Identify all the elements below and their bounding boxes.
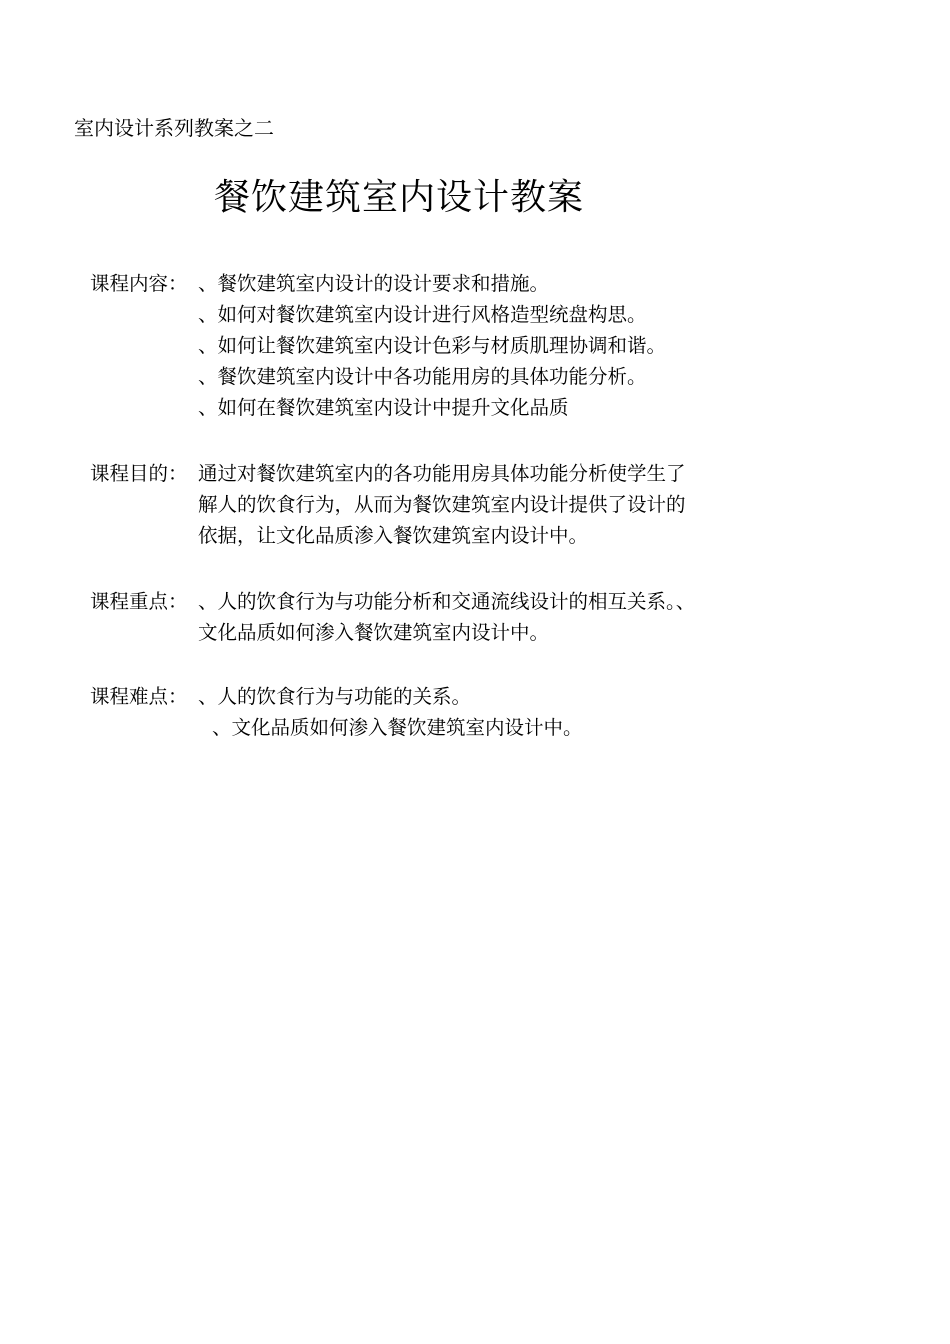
section-label: 课程难点： [90, 685, 188, 708]
list-item: 、如何让餐饮建筑室内设计色彩与材质肌理协调和谐。 [198, 334, 667, 357]
section-label: 课程目的： [90, 462, 188, 485]
page-title: 餐饮建筑室内设计教案 [214, 177, 585, 218]
section-lines [198, 268, 666, 423]
paragraph-line: 、人的饮食行为与功能分析和交通流线设计的相互关系。、 [198, 590, 696, 613]
section-label: 课程内容： [90, 272, 188, 295]
paragraph-line: 解人的饮食行为，从而为餐饮建筑室内设计提供了设计的 [198, 493, 686, 516]
paragraph-line: 依据，让文化品质渗入餐饮建筑室内设计中。 [198, 524, 589, 547]
list-item: 、文化品质如何渗入餐饮建筑室内设计中。 [212, 716, 583, 739]
section-label: 课程重点： [90, 590, 188, 613]
paragraph-line: 文化品质如何渗入餐饮建筑室内设计中。 [198, 621, 550, 644]
list-item: 、如何对餐饮建筑室内设计进行风格造型统盘构思。 [198, 303, 647, 326]
series-subtitle: 室内设计系列教案之二 [74, 116, 274, 140]
section-lines [198, 458, 686, 551]
list-item: 、人的饮食行为与功能的关系。 [198, 685, 472, 708]
list-item: 、餐饮建筑室内设计的设计要求和措施。 [198, 272, 550, 295]
section-lines [198, 681, 583, 743]
list-item: 、餐饮建筑室内设计中各功能用房的具体功能分析。 [198, 365, 647, 388]
list-item: 、如何在餐饮建筑室内设计中提升文化品质 [198, 396, 569, 419]
section-lines [198, 586, 695, 648]
paragraph-line: 通过对餐饮建筑室内的各功能用房具体功能分析使学生了 [198, 462, 686, 485]
